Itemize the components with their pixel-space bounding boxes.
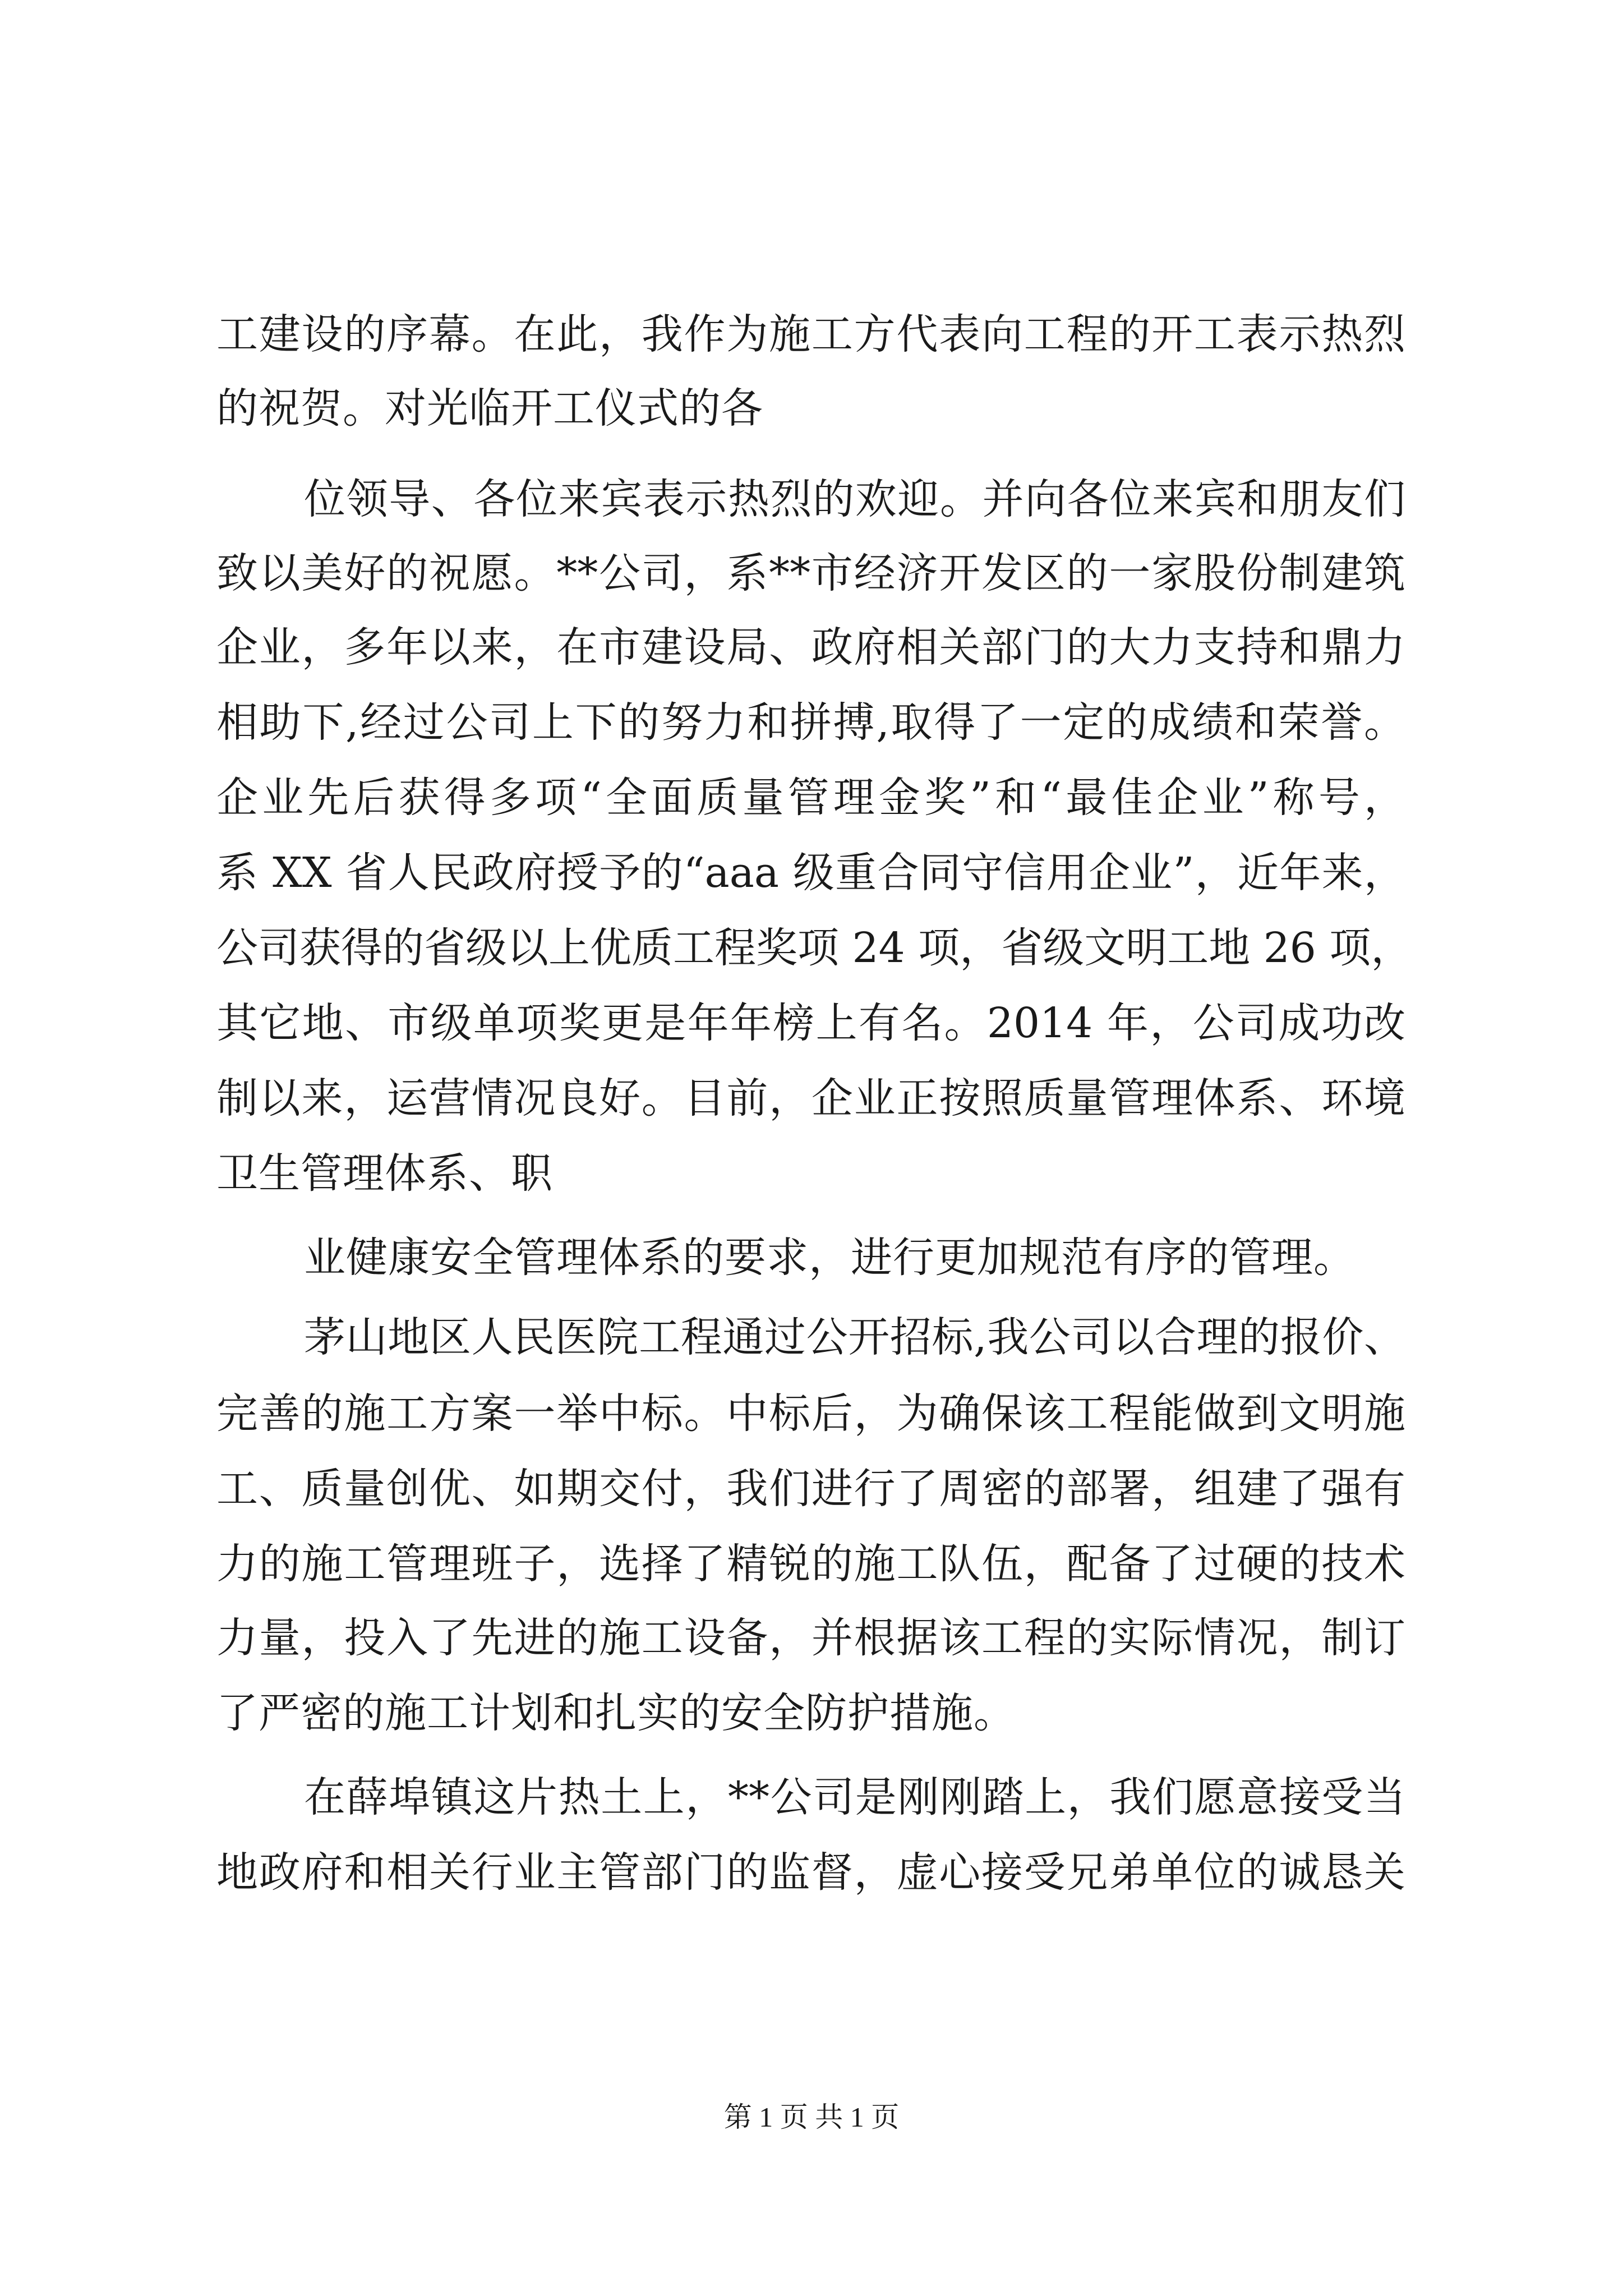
paragraph-first-line: 位领导、各位来宾表示热烈的欢迎。并向各位来宾和朋友们 [304, 475, 1405, 523]
text-line: 了严密的施工计划和扎实的安全防护措施。 [216, 1689, 1016, 1737]
text-line: 力量，投入了先进的施工设备，并根据该工程的实际情况，制订 [216, 1614, 1405, 1662]
text-line: 工、质量创优、如期交付，我们进行了周密的部署，组建了强有 [216, 1465, 1405, 1513]
text-line: 企业先后获得多项“全面质量管理金奖”和“最佳企业”称号， [216, 774, 1405, 822]
text-line: 企业，多年以来，在市建设局、政府相关部门的大力支持和鼎力 [216, 623, 1405, 671]
text-line: 卫生管理体系、职 [216, 1149, 553, 1198]
text-line: 系 XX 省人民政府授予的“aaa 级重合同守信用企业”，近年来， [216, 849, 1405, 897]
text-line: 力的施工管理班子，选择了精锐的施工队伍，配备了过硬的技术 [216, 1540, 1405, 1588]
text-line: 相助下,经过公司上下的努力和拼搏,取得了一定的成绩和荣誉。 [216, 698, 1405, 747]
text-line: 地政府和相关行业主管部门的监督，虚心接受兄弟单位的诚恳关 [216, 1848, 1405, 1897]
text-line: 完善的施工方案一举中标。中标后，为确保该工程能做到文明施 [216, 1389, 1405, 1438]
text-line: 制以来，运营情况良好。目前，企业正按照质量管理体系、环境 [216, 1074, 1405, 1122]
text-line: 公司获得的省级以上优质工程奖项 24 项，省级文明工地 26 项， [216, 924, 1413, 972]
text-line: 工建设的序幕。在此，我作为施工方代表向工程的开工表示热烈 [216, 310, 1405, 358]
text-line: 的祝贺。对光临开工仪式的各 [216, 384, 763, 432]
text-line: 其它地、市级单项奖更是年年榜上有名。2014 年，公司成功改 [216, 999, 1405, 1047]
paragraph-first-line: 在薛埠镇这片热土上，**公司是刚刚踏上，我们愿意接受当 [304, 1773, 1405, 1821]
paragraph-first-line: 业健康安全管理体系的要求，进行更加规范有序的管理。 [304, 1234, 1355, 1282]
text-line: 致以美好的祝愿。**公司，系**市经济开发区的一家股份制建筑 [216, 549, 1405, 597]
paragraph-first-line: 茅山地区人民医院工程通过公开招标,我公司以合理的报价、 [304, 1313, 1405, 1361]
page-number: 第 1 页 共 1 页 [723, 2101, 900, 2133]
